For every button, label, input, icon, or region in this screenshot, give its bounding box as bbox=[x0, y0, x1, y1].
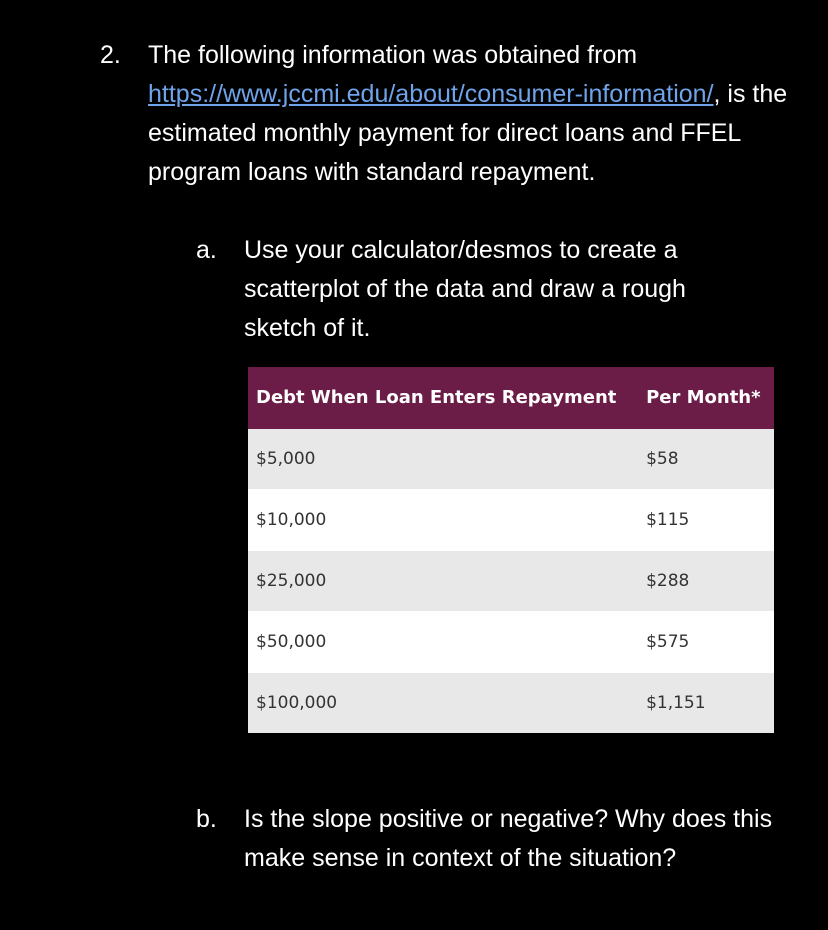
part-a-text: Use your calculator/desmos to create a scatterplot of the data and draw a rough sketch of it. bbox=[244, 236, 686, 342]
debt-cell: $25,000 bbox=[248, 551, 638, 612]
question-intro: The following information was obtained from bbox=[148, 41, 638, 69]
payment-cell: $1,151 bbox=[638, 673, 774, 734]
part-b-text: Is the slope positive or negative? Why does this make sense in context of the situation? bbox=[244, 805, 773, 872]
part-b-letter: b. bbox=[196, 805, 217, 833]
table-row bbox=[248, 490, 774, 551]
loan-payment-table bbox=[248, 367, 774, 733]
part-a-letter: a. bbox=[196, 236, 217, 264]
debt-cell: $50,000 bbox=[248, 612, 638, 673]
table-row bbox=[248, 673, 774, 734]
question-number: 2. bbox=[100, 41, 121, 69]
table-row bbox=[248, 551, 774, 612]
payment-cell: $575 bbox=[638, 612, 774, 673]
table-header-row bbox=[248, 367, 774, 428]
header-debt: Debt When Loan Enters Repayment bbox=[248, 367, 638, 428]
payment-cell: $288 bbox=[638, 551, 774, 612]
debt-cell: $10,000 bbox=[248, 490, 638, 551]
debt-cell: $100,000 bbox=[248, 673, 638, 734]
table-row bbox=[248, 428, 774, 490]
payment-cell: $115 bbox=[638, 490, 774, 551]
header-per-month: Per Month* bbox=[638, 367, 774, 428]
source-link[interactable]: https://www.jccmi.edu/about/consumer-information/ bbox=[148, 80, 714, 108]
debt-cell: $5,000 bbox=[248, 428, 638, 490]
table-row bbox=[248, 612, 774, 673]
question-intro-continued: , is the estimated monthly payment for direct loans and FFEL program loans with standard repayment. bbox=[148, 80, 788, 186]
question-text bbox=[148, 36, 788, 192]
payment-cell: $58 bbox=[638, 428, 774, 490]
